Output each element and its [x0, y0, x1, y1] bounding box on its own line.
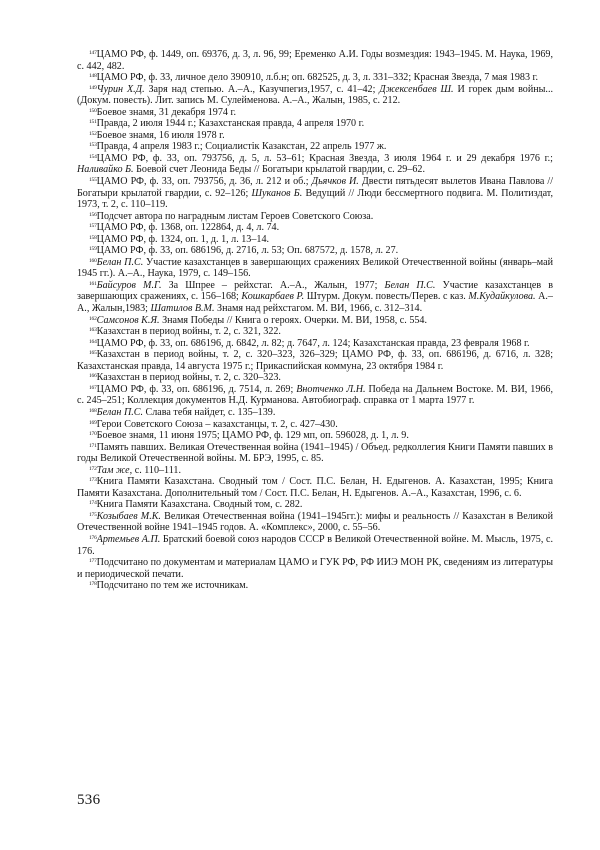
footnote-author: Внотченко Л.Н. — [296, 383, 366, 395]
footnote-text: Подсчитано по документам и материалам ЦАМО и ГУК РФ, РФ ИИЭ МОН РК, сведениям из литературы и периодической печати. — [77, 557, 553, 580]
footnote-number: 173 — [89, 477, 97, 484]
footnote-number: 163 — [89, 327, 97, 334]
footnote-text: Участие казахстанцев в завершающих сражениях Великой Отечественной войны (январь–май 1945 гг.). А.–А., Наука, 1979, с. 149–156. — [77, 256, 553, 280]
footnote-number: 164 — [89, 338, 97, 345]
footnote-number: 166 — [89, 373, 97, 380]
footnote-text: Боевое знамя, 11 июня 1975; ЦАМО РФ, ф. 129 мп, оп. 596028, д. 1, л. 9. — [96, 430, 409, 442]
footnote-text: Знамя над рейхстагом. М. ВИ, 1966, с. 312–314. — [214, 303, 423, 315]
footnote-text: Братский боевой союз народов СССР в Великой Отечественной войне. М. Мысль, 1975, с. 176. — [77, 533, 553, 557]
footnote — [77, 211, 553, 223]
footnote-text: ЦАМО РФ, ф. 1324, оп. 1, д. 1, л. 13–14. — [96, 233, 270, 245]
footnote-number: 161 — [89, 280, 97, 287]
footnote-text: Двести пятьдесят вылетов Ивана Павлова // Богатыри крылатой гвардии, с. 92–126; — [77, 176, 553, 199]
footnote — [77, 465, 553, 477]
footnote-author: Артемьев А.П. — [96, 533, 161, 545]
footnote-author: М.Кудайкулова. — [468, 291, 536, 303]
footnote-number: 168 — [89, 407, 97, 414]
footnote — [77, 245, 553, 257]
footnote-text: Заря над степью. А.–А., Казучпегиз,1957, с. 41–42; — [144, 83, 380, 95]
footnote-number: 154 — [89, 153, 97, 160]
footnote — [77, 372, 553, 384]
footnote-text: ЦАМО РФ, ф. 33, личное дело 390910, л.б.н; оп. 682525, д. 3, л. 331–332; Красная Звезда, 7 мая 1983 г. — [96, 72, 539, 84]
footnote-author: Белан П.С. — [96, 256, 144, 268]
footnote — [77, 384, 553, 407]
footnote-number: 157 — [89, 223, 97, 230]
footnote-text: ЦАМО РФ, ф. 1449, оп. 69376, д. 3, л. 96, 99; Еременко А.И. Годы возмездия: 1943–1945. М. Наука, 1969, с. 442, 482. — [77, 49, 553, 72]
footnote-text: Боевой счет Леонида Беды // Богатыри крылатой гвардии, с. 29–62. — [133, 164, 425, 176]
footnote-text: Великая Отечественная война (1941–1945гг.): мифы и реальность // Казахстан в Великой Отечественной войне 1941–1945 годов. А. «Комплекс», 2000, с. 55–56. — [77, 510, 553, 534]
footnote — [77, 49, 553, 72]
footnote-number: 159 — [89, 246, 97, 253]
footnote-number: 162 — [89, 315, 97, 322]
footnote-text: Подсчет автора по наградным листам Героев Советского Союза. — [96, 210, 374, 222]
footnote-number: 155 — [89, 177, 97, 184]
footnote — [77, 130, 553, 142]
footnote-author: Козыбаев М.К. — [96, 510, 161, 522]
footnote — [77, 338, 553, 350]
footnote-text: ЦАМО РФ, ф. 33, оп. 793756, д. 36, л. 212 и об.; — [96, 176, 312, 188]
footnote-author: Самсонов К.Я. — [96, 314, 160, 326]
footnote-text: За Шпрее – рейхстаг. А.–А., Жалын, 1977; — [161, 279, 385, 291]
footnote-number: 177 — [89, 558, 97, 565]
footnote — [77, 476, 553, 499]
footnote-text: ЦАМО РФ, ф. 33, оп. 686196, д. 2716, л. 53; Оп. 687572, д. 1578, л. 27. — [96, 245, 399, 257]
footnote — [77, 176, 553, 211]
footnote-number: 150 — [89, 107, 97, 114]
footnote — [77, 84, 553, 107]
footnote-text: Подсчитано по тем же источникам. — [96, 580, 249, 592]
footnote-text: Знамя Победы // Книга о героях. Очерки. М. ВИ, 1958, с. 554. — [159, 314, 427, 326]
footnote-author: Шатилов В.М. — [150, 303, 215, 315]
footnote-text: Слава тебя найдет, с. 135–139. — [143, 406, 276, 418]
footnote — [77, 107, 553, 119]
footnote-text: Участие казахстанцев в завершающих сражениях, с. 156–168; — [77, 279, 553, 303]
footnote-number: 171 — [89, 442, 97, 449]
footnote — [77, 257, 553, 280]
footnote-number: 167 — [89, 384, 97, 391]
footnote — [77, 141, 553, 153]
footnote-text: ЦАМО РФ, ф. 33, оп. 686196, д. 6842, л. 82; д. 7647, л. 124; Казахстанская правда, 23 февраля 1968 г. — [96, 337, 530, 349]
footnote — [77, 407, 553, 419]
footnote-text: Казахстан в период войны, т. 2, с. 321, 322. — [96, 326, 281, 338]
footnote-text: Память павших. Великая Отечественная война (1941–1945) / Объед. редколлегия Книги Памяти павших в годы Великой Отечественной войны. М. БРЭ, 1995, с. 85. — [77, 441, 553, 465]
footnote — [77, 442, 553, 465]
footnote-number: 151 — [89, 119, 97, 126]
footnote-text: ЦАМО РФ, ф. 33, оп. 686196, д. 7514, л. 269; — [96, 383, 297, 395]
footnote-number: 176 — [89, 534, 97, 541]
footnote-author: Шуканов Б. — [251, 187, 303, 199]
footnote — [77, 349, 553, 372]
footnote-number: 158 — [89, 234, 97, 241]
footnote-number: 149 — [89, 84, 97, 91]
footnote — [77, 72, 553, 84]
footnote-text: Книга Памяти Казахстана. Сводный том / Сост. П.С. Белан, Н. Едыгенов. А. Казахстан, 1995; Книга Памяти Казахстана. Дополнительный том / Сост. П.С. Белан, Н. Едыгенов. А.–А., Казахстан, 1996, с. 6. — [77, 476, 553, 499]
footnote-text: ЦАМО РФ, ф. 1368, оп. 122864, д. 4, л. 74. — [96, 222, 280, 234]
footnote-number: 178 — [89, 581, 97, 588]
footnote-text: Книга Памяти Казахстана. Сводный том, с. 282. — [96, 499, 303, 511]
footnote-author: Наливайко Б. — [77, 164, 134, 176]
footnotes-list — [77, 49, 553, 592]
footnote-number: 165 — [89, 350, 97, 357]
footnote-number: 174 — [89, 500, 97, 507]
footnote-number: 172 — [89, 465, 97, 472]
footnote-number: 152 — [89, 130, 97, 137]
footnote-text: Герои Советского Союза – казахстанцы, т. 2, с. 427–430. — [96, 418, 338, 430]
footnote — [77, 557, 553, 580]
footnote — [77, 499, 553, 511]
footnote-author: Джексенбаев Ш. — [379, 83, 454, 95]
footnote-author: Белан П.С. — [96, 406, 144, 418]
footnote-number: 156 — [89, 211, 97, 218]
footnote — [77, 280, 553, 315]
footnote-text: Победа на Дальнем Востоке. М. ВИ, 1966, с. 245–251; Коллекция документов Н.Д. Курманова. Автобиограф. справка от 1 марта 1977 г. — [77, 383, 553, 407]
footnote-text: А.–А., Жалын,1983; — [77, 291, 553, 315]
footnote — [77, 222, 553, 234]
footnote — [77, 511, 553, 534]
footnote-text: Правда, 2 июля 1944 г.; Казахстанская правда, 4 апреля 1970 г. — [96, 118, 365, 130]
footnote-number: 170 — [89, 431, 97, 438]
footnote-number: 175 — [89, 511, 97, 518]
footnote — [77, 326, 553, 338]
footnote-text: Боевое знамя, 16 июля 1978 г. — [96, 129, 225, 141]
footnote-text: Казахстан в период войны, т. 2, с. 320–323, 326–329; ЦАМО РФ, ф. 33, оп. 686196, д. 6716, л. 328; Казахстанская правда, 14 августа 1975 г.; Прикаспийская коммуна, 23 октября 1984 г. — [77, 349, 553, 372]
footnote — [77, 234, 553, 246]
footnote-text: И горек дым войны... (Докум. повесть). Лит. запись М. Сулейменова. А.–А., Жалын, 1985, с. 212. — [77, 83, 553, 107]
footnote-author: Белан П.С. — [384, 279, 436, 291]
footnote-text: Боевое знамя, 31 декабря 1974 г. — [96, 106, 236, 118]
footnote-author: Кошкарбаев Р. — [241, 291, 305, 303]
footnote-number: 147 — [89, 50, 97, 56]
footnote — [77, 153, 553, 176]
footnote-text: ЦАМО РФ, ф. 33, оп. 793756, д. 5, л. 53–61; Красная Звезда, 3 июля 1964 г. и 29 декабря 1976 г.; — [96, 152, 553, 164]
footnote-number: 153 — [89, 142, 97, 149]
footnote-number: 169 — [89, 419, 97, 426]
footnote-author: Дьячков И. — [311, 176, 359, 188]
footnote — [77, 419, 553, 431]
footnote — [77, 118, 553, 130]
footnote-text: с. 110–111. — [132, 464, 181, 476]
footnote — [77, 534, 553, 557]
footnote-text: Штурм. Докум. повесть/Перев. с каз. — [304, 291, 469, 303]
footnote — [77, 315, 553, 327]
page-number: 536 — [77, 792, 101, 808]
footnote — [77, 430, 553, 442]
footnote-text: Ведущий // Люди бессмертного подвига. М. Политиздат, 1973, т. 2, с. 110–119. — [77, 187, 553, 211]
footnote-text: Казахстан в период войны, т. 2, с. 320–323. — [96, 372, 281, 384]
footnote-author: Байсуров М.Г. — [96, 279, 162, 291]
footnote-number: 148 — [89, 73, 97, 80]
footnote-author: Чурин Х.Д. — [96, 83, 145, 95]
footnote-author: Там же, — [96, 464, 133, 476]
footnote — [77, 580, 553, 592]
footnote-text: Правда, 4 апреля 1983 г.; Социалистік Казакстан, 22 апрель 1977 ж. — [96, 141, 387, 153]
footnote-number: 160 — [89, 257, 97, 264]
